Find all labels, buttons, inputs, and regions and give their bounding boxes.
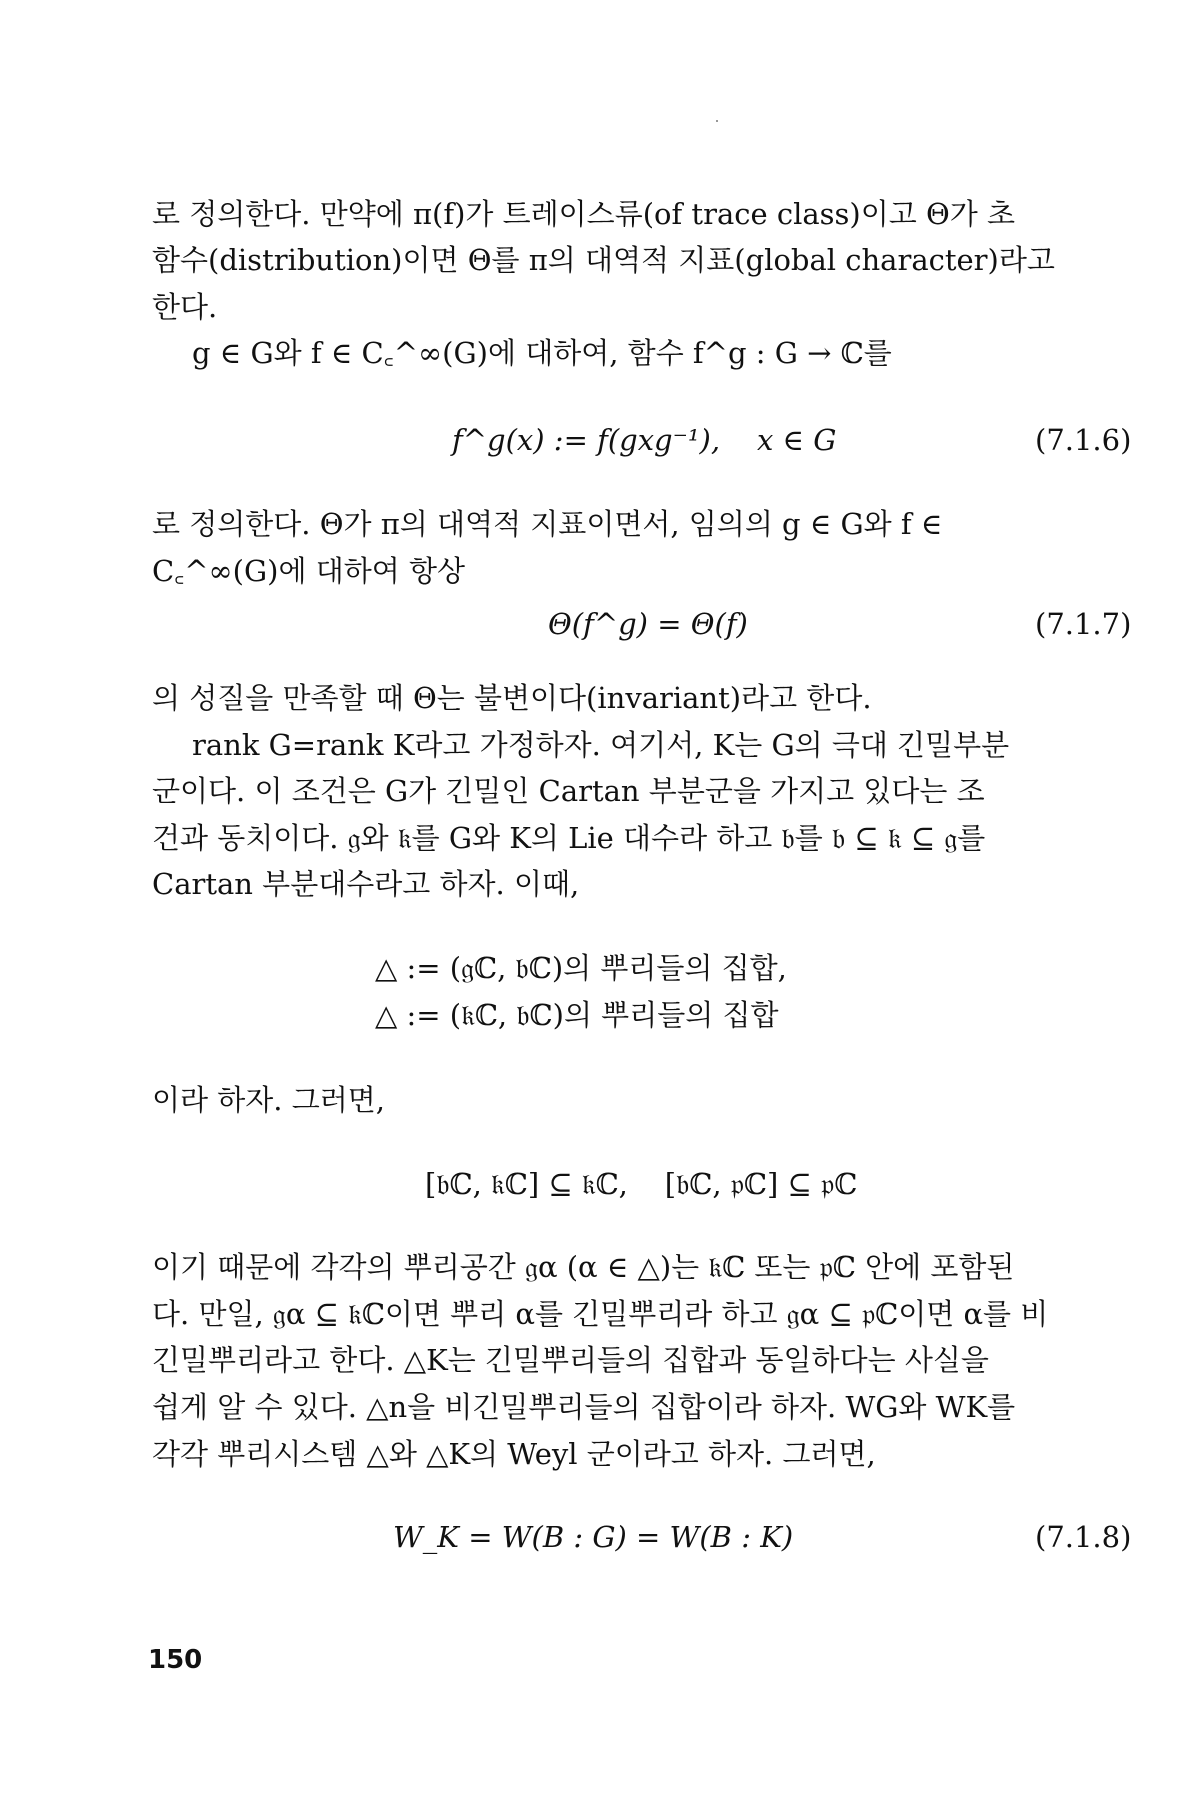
text-line-12: 이라 하자. 그러면, [152,1083,385,1117]
text-line-17: 각각 뿌리시스템 △와 △K의 Weyl 군이라고 하자. 그러면, [152,1437,876,1471]
text-line-8: rank G=rank K라고 가정하자. 여기서, K는 G의 극대 긴밀부분 [192,728,1010,762]
text-line-15: 긴밀뿌리라고 한다. △K는 긴밀뿌리들의 집합과 동일하다는 사실을 [152,1343,989,1377]
equation-number-7-1-8: (7.1.8) [1035,1520,1132,1554]
text-line-2: 함수(distribution)이면 Θ를 π의 대역적 지표(global character)라고 [152,243,1055,277]
speck-mark [716,120,718,122]
text-line-13: 이기 때문에 각각의 뿌리공간 𝔤α (α ∈ △)는 𝔨ℂ 또는 𝔭ℂ 안에 포함된 [152,1250,1015,1284]
equation-number-7-1-7: (7.1.7) [1035,607,1132,641]
text-line-4: g ∈ G와 f ∈ C꜀^∞(G)에 대하여, 함수 f^g : G → ℂ를 [192,336,892,370]
text-line-5: 로 정의한다. Θ가 π의 대역적 지표이면서, 임의의 g ∈ G와 f ∈ [152,507,943,541]
text-line-11: Cartan 부분대수라고 하자. 이때, [152,867,580,901]
equation-delta-k-roots: △ := (𝔨ℂ, 𝔟ℂ)의 뿌리들의 집합 [375,998,779,1032]
equation-delta-roots: △ := (𝔤ℂ, 𝔟ℂ)의 뿌리들의 집합, [375,951,787,985]
text-line-16: 쉽게 알 수 있다. △n을 비긴밀뿌리들의 집합이라 하자. WG와 WK를 [152,1390,1016,1424]
page-number: 150 [148,1645,203,1675]
text-line-10: 건과 동치이다. 𝔤와 𝔨를 G와 K의 Lie 대수라 하고 𝔟를 𝔟 ⊆ 𝔨 ⊆ 𝔤를 [152,821,986,855]
text-line-6: C꜀^∞(G)에 대하여 항상 [152,554,465,588]
text-line-1: 로 정의한다. 만약에 π(f)가 트레이스류(of trace class)이고 Θ가 초 [152,197,1016,231]
text-line-9: 군이다. 이 조건은 G가 긴밀인 Cartan 부분군을 가지고 있다는 조 [152,774,985,808]
equation-7-1-6: f^g(x) := f(gxg⁻¹), x ∈ G [452,423,837,457]
text-line-7: 의 성질을 만족할 때 Θ는 불변이다(invariant)라고 한다. [152,681,872,715]
text-line-14: 다. 만일, 𝔤α ⊆ 𝔨ℂ이면 뿌리 α를 긴밀뿌리라 하고 𝔤α ⊆ 𝔭ℂ이면 α를 비 [152,1297,1049,1331]
equation-7-1-8: W_K = W(B : G) = W(B : K) [393,1520,794,1554]
text-line-3: 한다. [152,290,218,324]
equation-number-7-1-6: (7.1.6) [1035,423,1132,457]
equation-7-1-7: Θ(f^g) = Θ(f) [548,607,748,641]
equation-brackets: [𝔟ℂ, 𝔨ℂ] ⊆ 𝔨ℂ, [𝔟ℂ, 𝔭ℂ] ⊆ 𝔭ℂ [425,1167,858,1201]
